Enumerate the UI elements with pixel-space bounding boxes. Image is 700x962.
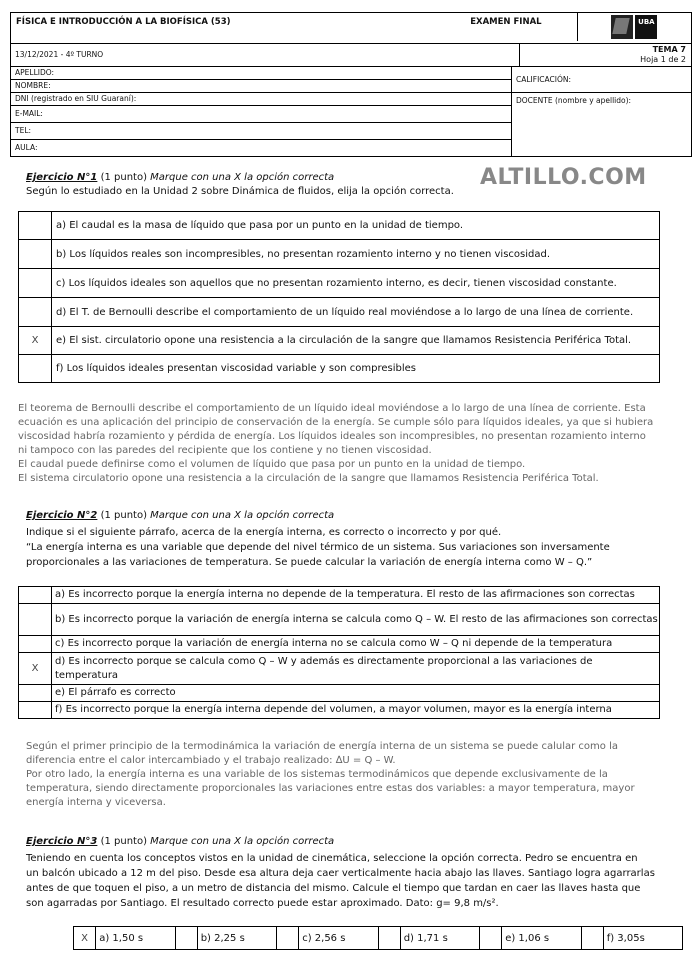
ej1-option-row[interactable] xyxy=(19,240,660,269)
option-mark[interactable]: X xyxy=(19,653,52,685)
option-text: f) 3,05s xyxy=(603,927,682,950)
option-text: d) 1,71 s xyxy=(400,927,479,950)
option-mark[interactable]: X xyxy=(19,327,52,355)
option-text: d) Es incorrecto porque se calcula como Q – W y además es directamente proporcional a las variaciones de temperatura xyxy=(52,653,660,685)
option-mark[interactable] xyxy=(19,604,52,636)
ej1-option-row[interactable] xyxy=(19,355,660,383)
ej1-option-row[interactable] xyxy=(19,327,660,355)
docente-field[interactable]: DOCENTE (nombre y apellido): xyxy=(516,96,632,105)
option-text: e) El sist. circulatorio opone una resistencia a la circulación de la sangre que llamamos Resistencia Periférica Total. xyxy=(52,327,660,355)
option-text: e) 1,06 s xyxy=(502,927,581,950)
ej2-option-row[interactable] xyxy=(19,653,660,685)
ej3-options-table xyxy=(73,926,683,950)
field-email[interactable]: E-MAIL: xyxy=(11,106,511,123)
option-text: c) Los líquidos ideales son aquellos que no presentan rozamiento interno, es decir, tienen viscosidad constante. xyxy=(52,269,660,298)
ej1-option-row[interactable] xyxy=(19,212,660,240)
option-text: c) Es incorrecto porque la variación de energía interna no se calcula como W – Q ni depende de la temperatura xyxy=(52,636,660,653)
ej1-prompt: Según lo estudiado en la Unidad 2 sobre Dinámica de fluidos, elija la opción correcta. xyxy=(26,186,454,197)
ej2-options-table xyxy=(18,586,660,719)
option-text: e) El párrafo es correcto xyxy=(52,685,660,702)
ej1-title: Ejercicio N°1 (1 punto) Marque con una X la opción correcta xyxy=(26,172,335,183)
ej1-option-row[interactable] xyxy=(19,298,660,327)
option-mark[interactable]: X xyxy=(74,927,96,950)
course-title: FÍSICA E INTRODUCCIÓN A LA BIOFÍSICA (53) xyxy=(16,17,231,27)
option-text: a) El caudal es la masa de líquido que pasa por un punto en la unidad de tiempo. xyxy=(52,212,660,240)
option-text: a) 1,50 s xyxy=(96,927,175,950)
hoja: Hoja 1 de 2 xyxy=(640,55,686,64)
option-mark[interactable] xyxy=(19,685,52,702)
ej2-option-row[interactable] xyxy=(19,702,660,719)
option-text: b) Es incorrecto porque la variación de energía interna se calcula como Q – W. El resto de las afirmaciones son correctas xyxy=(52,604,660,636)
option-text: a) Es incorrecto porque la energía interna no depende de la temperatura. El resto de las afirmaciones son correctas xyxy=(52,587,660,604)
exam-type: EXAMEN FINAL xyxy=(470,17,542,27)
date-turn: 13/12/2021 - 4º TURNO xyxy=(11,44,520,66)
option-mark[interactable] xyxy=(19,355,52,383)
option-mark[interactable] xyxy=(378,927,400,950)
ej2-option-row[interactable] xyxy=(19,636,660,653)
ej1-explanation: El teorema de Bernoulli describe el comportamiento de un líquido ideal moviéndose a lo largo de una línea de corriente. Esta ecuación es una aplicación del principio de conservación de la energía. Se cumple sólo para líquidos ideales, ya que si hubiera viscosidad habría rozamiento y pérdida de energía. Los líquidos ideales son incompresibles, no presentan rozamiento interno ni tampoco con las paredes del recipiente que los contiene y no tienen viscosidad. El caudal puede definirse como el volumen de líquido que pasa por un punto en la unidad de tiempo. El sistema circulatorio opone una resistencia a la circulación de la sangre que llamamos Resistencia Periférica Total. xyxy=(18,403,654,484)
option-mark[interactable] xyxy=(277,927,299,950)
option-mark[interactable] xyxy=(19,212,52,240)
ej1-options-table xyxy=(18,211,660,383)
calificacion-field[interactable]: CALIFICACIÓN: xyxy=(512,67,691,93)
option-text: f) Los líquidos ideales presentan viscosidad variable y son compresibles xyxy=(52,355,660,383)
field-aula[interactable]: AULA: xyxy=(15,143,38,152)
ej3-title: Ejercicio N°3 (1 punto) Marque con una X la opción correcta xyxy=(26,836,335,847)
ej1-option-row[interactable] xyxy=(19,269,660,298)
option-text: f) Es incorrecto porque la energía interna depende del volumen, a mayor volumen, mayor es la energía interna xyxy=(52,702,660,719)
option-mark[interactable] xyxy=(581,927,603,950)
tema: TEMA 7 xyxy=(652,45,686,54)
ej3-option-row xyxy=(74,927,683,950)
uba-logo-icon: UBA xyxy=(611,15,657,39)
uba-logo xyxy=(577,13,691,41)
option-mark[interactable] xyxy=(19,269,52,298)
ej2-option-row[interactable] xyxy=(19,587,660,604)
option-mark[interactable] xyxy=(19,636,52,653)
option-mark[interactable] xyxy=(19,587,52,604)
option-mark[interactable] xyxy=(480,927,502,950)
option-mark[interactable] xyxy=(19,702,52,719)
ej2-option-row[interactable] xyxy=(19,685,660,702)
field-dni[interactable]: DNI (registrado en SIU Guaraní): xyxy=(11,93,511,106)
ej2-explanation: Según el primer principio de la termodinámica la variación de energía interna de un sistema se puede calular como la diferencia entre el calor intercambiado y el trabajo realizado: ∆U = Q – W. Por otro lado, la energía interna es una variable de los sistemas termodinámicos que depende exclusivamente de la temperatura, siendo directamente proporcionales las variaciones entre estas dos variables: a mayor temperatura, mayor energía interna y viceversa. xyxy=(26,741,635,808)
option-mark[interactable] xyxy=(19,240,52,269)
ej3-prompt: Teniendo en cuenta los conceptos vistos en la unidad de cinemática, seleccione la opción correcta. Pedro se encuentra en un balcón ubicado a 12 m del piso. Desde esa altura deja caer verticalmente hacia abajo las llaves. Santiago logra agarrarlas antes de que toquen el piso, a un metro de distancia del mismo. Calcule el tiempo que tardan en caer las llaves hasta que son agarradas por Santiago. El resultado correcto puede estar aproximado. Dato: g= 9,8 m/s². xyxy=(26,853,655,909)
ej2-option-row[interactable] xyxy=(19,604,660,636)
option-mark[interactable] xyxy=(19,298,52,327)
option-mark[interactable] xyxy=(175,927,197,950)
exam-header xyxy=(10,12,692,157)
field-apellido[interactable]: APELLIDO: xyxy=(11,67,511,80)
field-nombre[interactable]: NOMBRE: xyxy=(11,80,511,93)
option-text: b) Los líquidos reales son incompresibles, no presentan rozamiento interno y no tienen viscosidad. xyxy=(52,240,660,269)
option-text: c) 2,56 s xyxy=(299,927,378,950)
field-tel[interactable]: TEL: xyxy=(11,123,511,140)
option-text: b) 2,25 s xyxy=(197,927,276,950)
option-text: d) El T. de Bernoulli describe el comportamiento de un líquido real moviéndose a lo largo de una línea de corriente. xyxy=(52,298,660,327)
watermark: ALTILLO.COM xyxy=(480,165,647,190)
ej2-title: Ejercicio N°2 (1 punto) Marque con una X la opción correcta xyxy=(26,510,335,521)
ej2-prompt: Indique si el siguiente párrafo, acerca de la energía interna, es correcto o incorrecto y por qué. “La energía interna es una variable que depende del nivel térmico de un sistema. Sus variaciones son inversamente proporcionales a las variaciones de temperatura. Se puede calcular la variación de energía interna como W – Q.” xyxy=(26,527,610,568)
